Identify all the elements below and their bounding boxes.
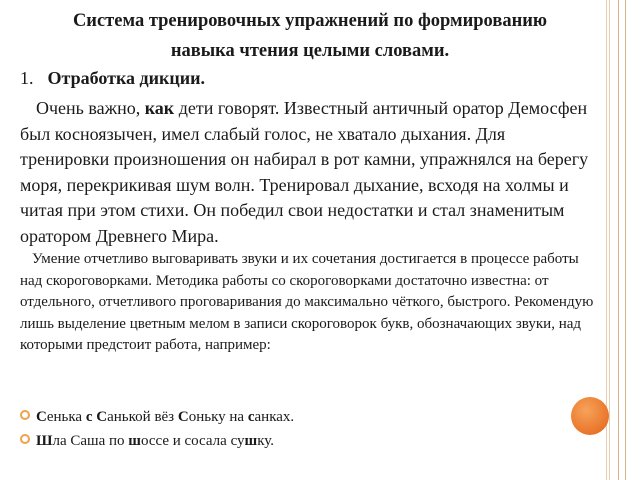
example-part: С bbox=[36, 409, 47, 425]
example-part: С bbox=[96, 409, 108, 425]
paragraph1-after: дети говорят. Известный античный оратор Демосфен был косноязычен, имел слабый голос, не хватало дыхания. Для тренировки произношения он набирал в рот камни, упражнялся на берегу моря, перекрикивая шум волн. Тренировал дыхание, всходя на холмы и читая при этом стихи. Он победил свои недостатки и стал знаменитым оратором Древнего Мира. bbox=[20, 98, 589, 246]
example-part: ш bbox=[128, 433, 141, 449]
example-part: анькой вёз bbox=[107, 409, 178, 425]
example-part: с bbox=[85, 409, 93, 425]
section-number: 1. bbox=[20, 68, 34, 88]
example-part: Ш bbox=[36, 433, 53, 449]
slide-title bbox=[20, 6, 600, 66]
example-part: анках. bbox=[254, 409, 295, 425]
examples-list bbox=[20, 405, 540, 453]
paragraph2-text: Умение отчетливо выговаривать звуки и их сочетания достигается в процессе работы над скороговорками. Методика работы со скороговорками достаточно известна: от отдельного, отчетливого проговаривания до максимально чёткого, быстрого. Рекомендую лишь выделение цветным мелом в записи скороговорок букв, обозначающих звуки, над которыми предстоит работа, например: bbox=[20, 251, 594, 353]
title-line-2: навыка чтения целыми словами. bbox=[170, 41, 450, 61]
paragraph-demosthenes bbox=[20, 96, 598, 249]
section-heading bbox=[20, 68, 205, 89]
title-line-1: Система тренировочных упражнений по формированию bbox=[72, 11, 548, 31]
example-text-1 bbox=[36, 409, 294, 425]
example-item bbox=[20, 405, 540, 429]
example-text-2 bbox=[36, 433, 274, 449]
example-part: с bbox=[247, 409, 255, 425]
bullet-ring-icon bbox=[20, 434, 30, 444]
paragraph1-before: Очень важно, bbox=[36, 98, 145, 118]
example-part: С bbox=[177, 409, 189, 425]
example-part: ку. bbox=[257, 433, 275, 449]
bullet-ring-icon bbox=[20, 410, 30, 420]
frame-border-outer bbox=[618, 0, 626, 480]
example-part: ла Саша по bbox=[52, 433, 129, 449]
example-part: ш bbox=[244, 433, 258, 449]
example-item bbox=[20, 429, 540, 453]
example-part: енька bbox=[46, 409, 86, 425]
paragraph1-bold: как bbox=[144, 98, 175, 118]
example-part: оньку на bbox=[188, 409, 248, 425]
section-heading-text: Отработка дикции. bbox=[47, 68, 205, 88]
paragraph-tongue-twisters bbox=[20, 249, 598, 357]
decorative-circle bbox=[571, 397, 609, 435]
example-part: оссе и сосала су bbox=[140, 433, 245, 449]
